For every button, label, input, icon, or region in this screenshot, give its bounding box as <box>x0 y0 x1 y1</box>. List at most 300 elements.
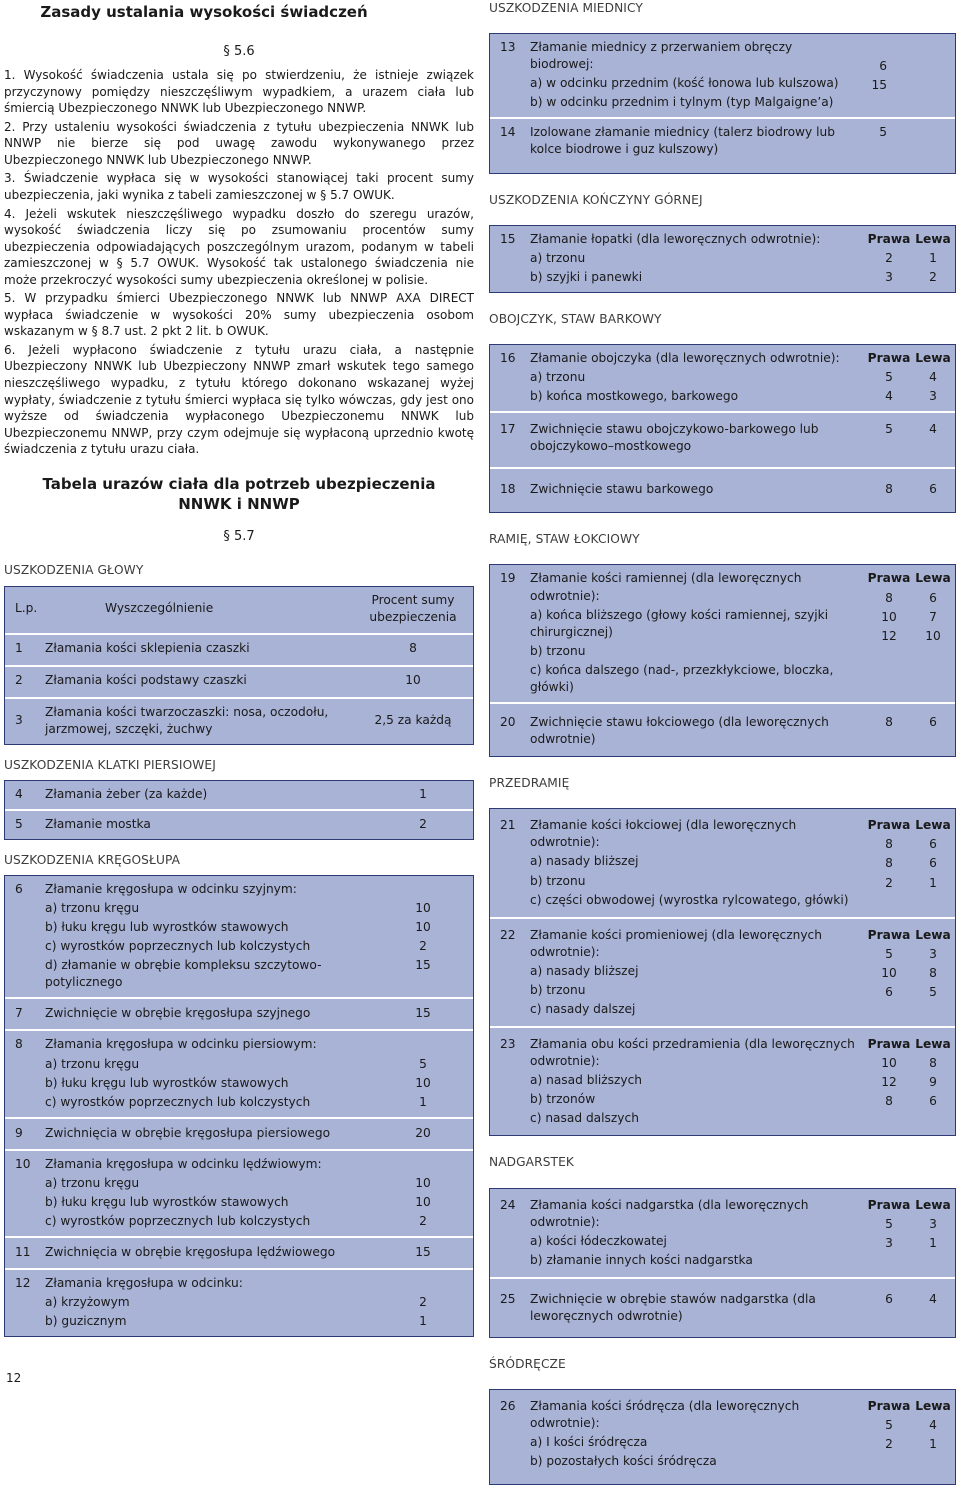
row-title: Złamania kręgosłupa w odcinku piersiowym: <box>45 1037 317 1052</box>
value-lewa: 1 <box>929 1235 937 1250</box>
rule-number: 2. <box>4 119 16 134</box>
table-heading <box>4 474 474 515</box>
row-number: 14 <box>500 125 516 140</box>
table-row <box>5 997 473 1029</box>
sub-item: a) kości łódeczkowatej <box>530 1233 667 1248</box>
sub-item: c) końca dalszego (nad-, przezkłykciowe, bloczka, główki) <box>530 662 834 694</box>
right-side-values <box>867 350 911 405</box>
right-side-values <box>867 927 911 1001</box>
sub-item: c) nasad dalszych <box>530 1111 639 1126</box>
value-lewa: 9 <box>929 1075 937 1090</box>
row-description <box>530 481 867 498</box>
row-number: 5 <box>15 816 23 831</box>
row-description <box>45 881 373 991</box>
spacer <box>373 1156 473 1173</box>
row-description <box>530 927 867 1018</box>
table-box <box>489 344 956 513</box>
row-title: Złamanie miednicy z przerwaniem obręczy biodrowej: <box>530 40 793 72</box>
sub-item: c) wyrostków poprzecznych lub kolczystych <box>45 939 311 954</box>
row-title: Złamania obu kości przedramienia (dla leworęcznych odwrotnie): <box>530 1037 855 1069</box>
value-lewa: 6 <box>929 1094 937 1109</box>
table-row <box>490 345 955 411</box>
value-prawa: 2 <box>885 250 893 265</box>
value-prawa: 2 <box>885 1437 893 1452</box>
right-side-values: 5 <box>885 422 893 437</box>
left-side-values <box>911 231 955 286</box>
value-lewa: 1 <box>929 250 937 265</box>
row-number: 13 <box>500 40 516 55</box>
sub-item: a) nasady bliższej <box>530 854 639 869</box>
sub-item: b) łuku kręgu lub wyrostków stawowych <box>45 1194 289 1209</box>
table-header <box>5 587 473 633</box>
left-column <box>4 0 474 1337</box>
sub-item: b) łuku kręgu lub wyrostków stawowych <box>45 920 289 935</box>
sub-value: 1 <box>419 1314 427 1329</box>
sub-value: 1 <box>419 1094 427 1109</box>
row-number: 21 <box>500 818 516 833</box>
sub-item: a) nasady bliższej <box>530 963 639 978</box>
row-number: 18 <box>500 482 516 497</box>
sub-item: a) trzonu kręgu <box>45 1056 140 1071</box>
value-lewa: 2 <box>929 269 937 284</box>
row-number: 12 <box>15 1276 31 1291</box>
row-description <box>45 672 353 689</box>
section-header: OBOJCZYK, STAW BARKOWY <box>489 311 662 326</box>
sub-item: b) trzonu <box>530 643 586 658</box>
rule-item <box>4 342 474 458</box>
table-row <box>5 781 473 809</box>
sub-item: c) wyrostków poprzecznych lub kolczystych <box>45 1094 311 1109</box>
row-value: 2,5 za każdą <box>374 713 452 728</box>
header-lewa: Lewa <box>915 1037 951 1052</box>
left-side-values <box>911 817 955 891</box>
header-lewa: Lewa <box>915 1399 951 1414</box>
left-side-values: 4 <box>929 422 937 437</box>
right-side-values <box>867 1398 911 1453</box>
row-description <box>530 350 867 405</box>
section-header: USZKODZENIA KRĘGOSŁUPA <box>4 852 181 867</box>
injury-table-left <box>4 562 474 1337</box>
value-prawa: 2 <box>885 875 893 890</box>
row-title: Złamania kości nadgarstka (dla leworęcznych odwrotnie): <box>530 1197 809 1229</box>
row-number: 10 <box>15 1156 31 1171</box>
paragraph-number-table: § 5.7 <box>223 529 255 545</box>
row-number: 6 <box>15 882 23 896</box>
value-lewa: 4 <box>929 370 937 385</box>
sub-item: a) I kości śródręcza <box>530 1435 648 1450</box>
table-row <box>490 34 955 117</box>
rule-number: 1. <box>4 68 16 83</box>
sub-value: 2 <box>419 939 427 954</box>
table-row <box>490 809 955 916</box>
section-header: ŚRÓDRĘCZE <box>489 1356 566 1371</box>
row-number: 25 <box>500 1291 516 1306</box>
value-lewa: 3 <box>929 1216 937 1231</box>
row-title: Złamania żeber (za każde) <box>45 786 208 801</box>
sub-value: 10 <box>415 901 431 916</box>
table-row <box>490 117 955 172</box>
row-number: 15 <box>500 231 516 246</box>
rule-item <box>4 67 474 117</box>
row-value: 8 <box>409 641 417 656</box>
row-description <box>45 1244 373 1261</box>
value-lewa: 8 <box>929 965 937 980</box>
spacer <box>857 39 887 56</box>
row-number: 26 <box>500 1399 516 1414</box>
section-header: RAMIĘ, STAW ŁOKCIOWY <box>489 532 640 547</box>
right-side-values <box>867 1036 911 1110</box>
table-row <box>490 226 955 292</box>
spacer <box>373 1275 473 1292</box>
section-header: USZKODZENIA MIEDNICY <box>489 1 643 15</box>
paragraph-number: § 5.6 <box>223 44 255 59</box>
sub-value: 15 <box>415 958 431 973</box>
section-header: PRZEDRAMIĘ <box>489 776 570 791</box>
value-prawa: 6 <box>885 984 893 999</box>
sub-item: a) w odcinku przednim (kość łonowa lub kulszowa) <box>530 76 839 91</box>
rule-number: 3. <box>4 171 16 186</box>
value-prawa: 12 <box>881 1075 897 1090</box>
row-description <box>45 1005 373 1022</box>
table-row <box>490 702 955 756</box>
row-description <box>530 124 857 158</box>
table-row <box>490 917 955 1026</box>
sub-item: a) trzonu kręgu <box>45 1175 140 1190</box>
value-prawa: 12 <box>881 628 897 643</box>
table-row <box>490 467 955 512</box>
sub-item: b) trzonu <box>530 873 586 888</box>
left-side-values <box>911 1197 955 1252</box>
header-percent: Procent sumy ubezpieczenia <box>369 592 457 625</box>
rule-item <box>4 119 474 169</box>
header-prawa: Prawa <box>867 818 911 833</box>
value-prawa: 8 <box>885 590 893 605</box>
table-row <box>490 411 955 467</box>
row-value: 2 <box>419 816 427 831</box>
row-title: Złamania kości podstawy czaszki <box>45 673 247 688</box>
table-row <box>490 1189 955 1277</box>
row-title: Złamania kręgosłupa w odcinku lędźwiowym: <box>45 1156 322 1171</box>
value-lewa: 1 <box>929 1437 937 1452</box>
value-lewa: 4 <box>929 1418 937 1433</box>
row-number: 3 <box>15 713 23 728</box>
row-value: 20 <box>415 1125 431 1140</box>
value-lewa: 8 <box>929 1056 937 1071</box>
sub-item: c) nasady dalszej <box>530 1001 636 1016</box>
row-description <box>530 231 867 286</box>
row-number: 16 <box>500 350 516 365</box>
sub-item: b) w odcinku przednim i tylnym (typ Malgaigne’a) <box>530 95 834 110</box>
table-row <box>5 697 473 744</box>
value-lewa: 3 <box>929 389 937 404</box>
table-box <box>489 225 956 293</box>
table-row <box>490 1390 955 1484</box>
row-title: Złamanie łopatki (dla leworęcznych odwrotnie): <box>530 231 821 246</box>
table-row <box>490 565 955 702</box>
sub-item: a) trzonu <box>530 370 586 385</box>
row-title: Złamania kości śródręcza (dla leworęcznych odwrotnie): <box>530 1399 800 1431</box>
left-side-values <box>911 1398 955 1453</box>
header-prawa: Prawa <box>867 350 911 365</box>
sub-value: 6 <box>879 59 887 74</box>
row-value <box>373 881 473 974</box>
sub-item: a) końca bliższego (głowy kości ramiennej, szyjki chirurgicznej) <box>530 607 829 639</box>
table-row <box>5 1236 473 1268</box>
row-title: Zwichnięcie stawu barkowego <box>530 482 714 497</box>
header-lewa: Lewa <box>915 350 951 365</box>
table-row <box>5 809 473 839</box>
row-number: 23 <box>500 1037 516 1052</box>
row-description <box>45 786 373 803</box>
value-prawa: 5 <box>885 1418 893 1433</box>
row-description <box>45 1156 373 1230</box>
table-box <box>4 875 474 1337</box>
value-prawa: 3 <box>885 269 893 284</box>
table-title-line1: Tabela urazów ciała dla potrzeb ubezpieczenia <box>42 474 436 493</box>
row-description <box>530 39 857 111</box>
row-title: Złamanie kości ramiennej (dla leworęcznych odwrotnie): <box>530 571 802 603</box>
left-side-values: 6 <box>929 482 937 497</box>
section-header: NADGARSTEK <box>489 1155 574 1170</box>
row-title: Złamania kości sklepienia czaszki <box>45 641 250 656</box>
value-prawa: 10 <box>881 965 897 980</box>
header-lewa: Lewa <box>915 1197 951 1212</box>
row-value: 15 <box>415 1006 431 1021</box>
value-lewa: 3 <box>929 946 937 961</box>
row-number: 4 <box>15 786 23 801</box>
sub-item: a) trzonu <box>530 250 586 265</box>
right-side-values: 6 <box>885 1291 893 1306</box>
row-number: 9 <box>15 1125 23 1140</box>
row-title: Złamania kości twarzoczaszki: nosa, oczodołu, jarzmowej, szczęki, żuchwy <box>45 704 329 736</box>
sub-item: b) pozostałych kości śródręcza <box>530 1454 717 1469</box>
sub-item: b) trzonów <box>530 1092 596 1107</box>
row-title: Zwichnięcie stawu łokciowego (dla leworęcznych odwrotnie) <box>530 715 829 747</box>
left-side-values <box>911 927 955 1001</box>
row-title: Złamanie kości łokciowej (dla leworęcznych odwrotnie): <box>530 818 797 850</box>
right-side-values <box>857 39 919 94</box>
row-number: 22 <box>500 927 516 942</box>
row-description <box>530 1197 867 1269</box>
table-box <box>489 1188 956 1338</box>
header-prawa: Prawa <box>867 927 911 942</box>
rule-number: 5. <box>4 291 16 306</box>
sub-item: b) szyjki i panewki <box>530 269 643 284</box>
row-description <box>45 640 353 657</box>
rule-item <box>4 290 474 340</box>
value-lewa: 6 <box>929 837 937 852</box>
row-title: Izolowane złamanie miednicy (talerz biodrowy lub kolce biodrowe i guz kulszowy) <box>530 125 835 157</box>
sub-item: b) trzonu <box>530 982 586 997</box>
row-number: 8 <box>15 1037 23 1052</box>
row-number: 2 <box>15 673 23 688</box>
header-lewa: Lewa <box>915 927 951 942</box>
row-value: 15 <box>415 1245 431 1260</box>
rule-text: Jeżeli wypłacono świadczenie z tytułu urazu ciała, a następnie Ubezpieczony NNWK lub Ubezpieczony NNWP zmarł wskutek tego samego nieszczęśliwego wypadku, z tytułu którego dokonano wskazanej wyżej wypłaty, świadczenie z tytułu śmierci wypłaca się tylko wówczas, gdy jest ono wyższe od świadczenia wypłaconego Ubezpieczonemu NNWK lub Ubezpieczonemu NNWP, przy czym odejmuje się wypłaconą uprzednio kwotę świadczenia z tytułu urazu ciała. <box>4 342 474 457</box>
header-prawa: Prawa <box>867 1197 911 1212</box>
row-description <box>530 1398 867 1470</box>
sub-value: 2 <box>419 1295 427 1310</box>
right-column <box>489 0 956 1485</box>
table-box <box>4 780 474 840</box>
sub-item: b) guzicznym <box>45 1314 127 1329</box>
section-header: USZKODZENIA GŁOWY <box>4 563 144 578</box>
table-row <box>5 1029 473 1116</box>
row-title: Zwichnięcia w obrębie kręgosłupa piersiowego <box>45 1125 331 1140</box>
sub-item: b) złamanie innych kości nadgarstka <box>530 1252 753 1267</box>
row-value: 10 <box>405 673 421 688</box>
header-prawa: Prawa <box>867 1399 911 1414</box>
table-row <box>5 876 473 997</box>
sub-value: 2 <box>419 1214 427 1229</box>
rules-list <box>4 67 474 458</box>
left-side-values: 6 <box>929 715 937 730</box>
row-description <box>530 421 867 455</box>
section-header: USZKODZENIA KOŃCZYNY GÓRNEJ <box>489 192 703 207</box>
table-row <box>5 1268 473 1336</box>
spacer <box>373 881 473 898</box>
left-side-values: 4 <box>929 1291 937 1306</box>
header-lewa: Lewa <box>915 571 951 586</box>
table-box <box>489 808 956 1136</box>
row-description <box>530 570 867 696</box>
row-description <box>45 1275 373 1330</box>
value-lewa: 1 <box>929 875 937 890</box>
table-row <box>5 665 473 697</box>
row-description <box>45 704 353 738</box>
value-lewa: 6 <box>929 856 937 871</box>
value-prawa: 5 <box>885 1216 893 1231</box>
row-description <box>530 817 867 908</box>
value-lewa: 5 <box>929 984 937 999</box>
header-description: Wyszczególnienie <box>105 601 214 616</box>
sub-item: a) krzyżowym <box>45 1295 130 1310</box>
value-prawa: 10 <box>881 609 897 624</box>
right-side-values <box>867 231 911 286</box>
right-side-values <box>867 1197 911 1252</box>
value-prawa: 8 <box>885 837 893 852</box>
table-row <box>5 1117 473 1149</box>
row-description <box>530 1291 867 1325</box>
sub-value: 10 <box>415 1175 431 1190</box>
rule-text: W przypadku śmierci Ubezpieczonego NNWK lub NNWP AXA DIRECT wypłaca świadczenie w wysokości 20% sumy ubezpieczenia osobom wskazanym w § 8.7 ust. 2 pkt 2 lit. b OWUK. <box>4 291 475 339</box>
rule-text: Wysokość świadczenia ustala się po stwierdzeniu, że istnieje związek przyczynowy pomiędzy nieszczęśliwym wypadkiem, a urazem ciała lub śmiercią Ubezpieczonego NNWK lub Ubezpieczonego NNWP. <box>4 68 474 116</box>
left-side-values <box>911 570 955 644</box>
table-box <box>489 1389 956 1485</box>
value-prawa: 10 <box>881 1056 897 1071</box>
value-prawa: 8 <box>885 856 893 871</box>
row-number: 11 <box>15 1245 31 1260</box>
row-value <box>373 1156 473 1230</box>
header-prawa: Prawa <box>867 1037 911 1052</box>
right-side-values <box>867 570 911 644</box>
page-number: 12 <box>6 1371 22 1385</box>
row-title: Zwichnięcie w obrębie stawów nadgarstka (dla leworęcznych odwrotnie) <box>530 1291 816 1323</box>
header-prawa: Prawa <box>867 571 911 586</box>
sub-value: 10 <box>415 1075 431 1090</box>
table-row <box>490 1026 955 1135</box>
row-number: 7 <box>15 1006 23 1021</box>
table-title-line2: NNWK i NNWP <box>178 495 300 514</box>
right-side-values <box>867 817 911 891</box>
sub-item: a) trzonu kręgu <box>45 901 140 916</box>
header-lewa: Lewa <box>915 818 951 833</box>
injury-table-right <box>489 0 956 1485</box>
row-number: 24 <box>500 1197 516 1212</box>
header-lewa: Lewa <box>915 231 951 246</box>
row-number: 20 <box>500 715 516 730</box>
section-title: Zasady ustalania wysokości świadczeń <box>40 3 368 21</box>
rule-text: Przy ustaleniu wysokości świadczenia z tytułu ubezpieczenia NNWK lub NNWP nie bierze się pod uwagę zawodu wykonywanego przez Ubezpieczonego NNWK lub Ubezpieczonego NNWP. <box>4 119 474 167</box>
row-description <box>530 1036 867 1127</box>
rule-item <box>4 206 474 289</box>
sub-item: c) części obwodowej (wyrostka rylcowatego, główki) <box>530 892 849 907</box>
row-value <box>373 1036 473 1110</box>
row-title: Zwichnięcie stawu obojczykowo-barkowego lub obojczykowo–mostkowego <box>530 422 819 454</box>
rule-item <box>4 170 474 203</box>
value-prawa: 5 <box>885 370 893 385</box>
sub-value: 5 <box>419 1056 427 1071</box>
row-description <box>45 816 373 833</box>
table-box <box>489 564 956 757</box>
row-number: 19 <box>500 571 516 586</box>
row-description <box>45 1125 373 1142</box>
right-side-values: 8 <box>885 482 893 497</box>
sub-value: 10 <box>415 1194 431 1209</box>
right-side-values: 5 <box>879 125 887 140</box>
row-value <box>373 1275 473 1330</box>
table-row <box>5 633 473 665</box>
left-side-values <box>911 1036 955 1110</box>
row-value: 1 <box>419 786 427 801</box>
table-box <box>489 33 956 173</box>
value-prawa: 5 <box>885 946 893 961</box>
row-title: Złamanie mostka <box>45 816 151 831</box>
row-description <box>530 714 867 748</box>
table-row <box>490 1277 955 1337</box>
table-box <box>4 586 474 745</box>
header-prawa: Prawa <box>867 231 911 246</box>
row-title: Zwichnięcie w obrębie kręgosłupa szyjnego <box>45 1006 311 1021</box>
row-number: 1 <box>15 641 23 656</box>
header-lp: L.p. <box>15 601 38 616</box>
value-prawa: 8 <box>885 1094 893 1109</box>
value-prawa: 3 <box>885 1235 893 1250</box>
value-prawa: 4 <box>885 389 893 404</box>
sub-item: c) wyrostków poprzecznych lub kolczystych <box>45 1214 311 1229</box>
section-header: USZKODZENIA KLATKI PIERSIOWEJ <box>4 757 216 772</box>
row-title: Złamanie kości promieniowej (dla leworęcznych odwrotnie): <box>530 927 822 959</box>
sub-item: b) końca mostkowego, barkowego <box>530 389 739 404</box>
row-title: Złamanie kręgosłupa w odcinku szyjnym: <box>45 882 297 896</box>
rule-text: Świadczenie wypłaca się w wysokości stanowiącej taki procent sumy ubezpieczenia, jaki wynika z tabeli zamieszczonej w § 5.7 OWUK. <box>4 171 474 203</box>
value-lewa: 6 <box>929 590 937 605</box>
left-side-values <box>911 350 955 405</box>
row-description <box>45 1036 373 1110</box>
row-title: Zwichnięcia w obrębie kręgosłupa lędźwiowego <box>45 1245 336 1260</box>
right-side-values: 8 <box>885 715 893 730</box>
table-row <box>5 1149 473 1236</box>
value-lewa: 7 <box>929 609 937 624</box>
sub-item: d) złamanie w obrębie kompleksu szczytowo-potylicznego <box>45 958 322 990</box>
value-lewa: 10 <box>925 628 941 643</box>
rule-text: Jeżeli wskutek nieszczęśliwego wypadku doszło do szeregu urazów, wysokość świadczenia liczy się po zsumowaniu procentów sumy ubezpieczenia odpowiadających poszczególnym urazom, podanym w tabeli zamieszczonej w § 5.7 OWUK. Wysokość tak ustalonego świadczenia nie może przekroczyć wysokości sumy ubezpieczenia określonej w polisie. <box>4 206 474 287</box>
row-title: Złamanie obojczyka (dla leworęcznych odwrotnie): <box>530 350 840 365</box>
rule-number: 4. <box>4 206 16 221</box>
rule-number: 6. <box>4 342 16 357</box>
sub-item: b) łuku kręgu lub wyrostków stawowych <box>45 1075 289 1090</box>
sub-value: 10 <box>415 920 431 935</box>
